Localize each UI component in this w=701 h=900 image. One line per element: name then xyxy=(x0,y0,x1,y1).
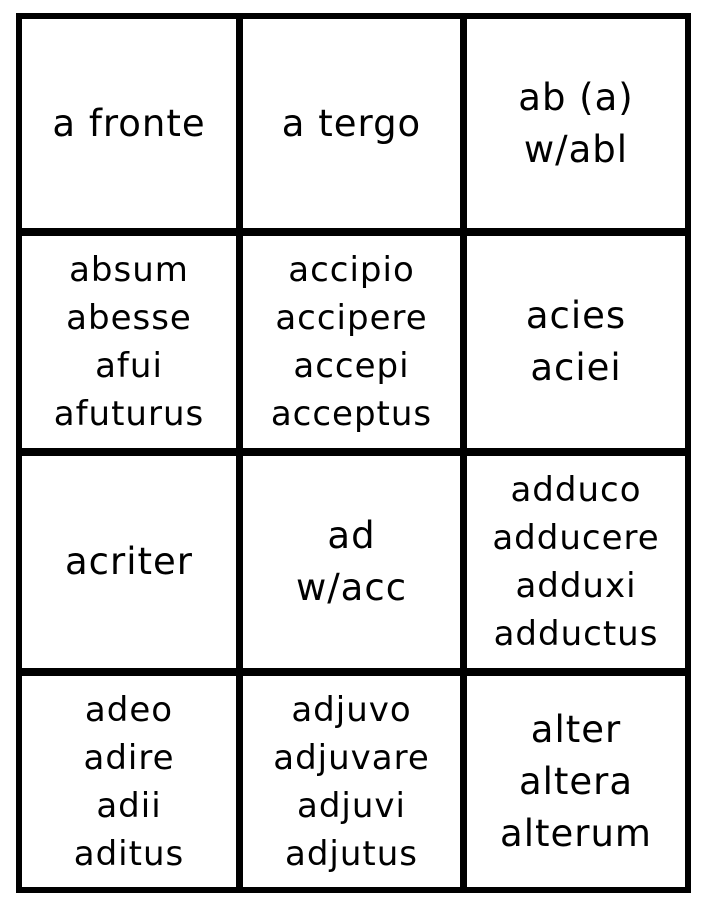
card-line: adjuvi xyxy=(297,785,406,826)
flashcard-adduco xyxy=(467,456,685,668)
card-line: adii xyxy=(96,785,162,826)
card-line: accipere xyxy=(275,298,428,338)
card-line: ad xyxy=(327,514,376,557)
flashcard-a-fronte xyxy=(22,19,236,228)
card-line: ab (a) xyxy=(518,75,634,119)
card-line: acceptus xyxy=(270,394,433,434)
card-line: a fronte xyxy=(52,101,206,145)
card-line: abesse xyxy=(66,298,192,338)
flashcard-adjuvo xyxy=(243,676,460,887)
flashcard-ab xyxy=(467,19,685,228)
card-line: adduco xyxy=(510,470,642,510)
card-line: adducere xyxy=(492,518,660,558)
flashcard-acies xyxy=(467,236,685,448)
card-line: afui xyxy=(95,346,163,386)
flashcard-acriter xyxy=(22,456,236,668)
card-line: adductus xyxy=(493,614,659,654)
card-line: alter xyxy=(530,707,622,751)
flashcard-alter xyxy=(467,676,685,887)
flashcard-a-tergo xyxy=(243,19,460,228)
card-line: a tergo xyxy=(281,101,422,145)
card-line: accepi xyxy=(293,346,410,386)
card-line: w/abl xyxy=(523,127,629,171)
card-line: accipio xyxy=(288,250,415,290)
flashcard-absum xyxy=(22,236,236,448)
flashcard-accipio xyxy=(243,236,460,448)
flashcard-grid xyxy=(16,13,691,893)
card-line: absum xyxy=(69,250,189,290)
card-line: afuturus xyxy=(53,394,205,434)
card-line: alterum xyxy=(500,811,652,855)
card-line: altera xyxy=(518,759,634,803)
flashcard-adeo xyxy=(22,676,236,887)
card-line: aditus xyxy=(73,833,185,874)
card-line: adjuvare xyxy=(273,737,430,778)
card-line: adire xyxy=(83,737,175,778)
card-line: adduxi xyxy=(515,566,637,606)
card-line: adeo xyxy=(84,689,174,730)
card-line: w/acc xyxy=(295,566,408,609)
card-line: aciei xyxy=(530,346,622,389)
card-line: acriter xyxy=(65,540,193,583)
card-line: adjuvo xyxy=(291,689,412,730)
card-line: acies xyxy=(525,294,627,337)
card-line: adjutus xyxy=(284,833,418,874)
flashcard-ad xyxy=(243,456,460,668)
